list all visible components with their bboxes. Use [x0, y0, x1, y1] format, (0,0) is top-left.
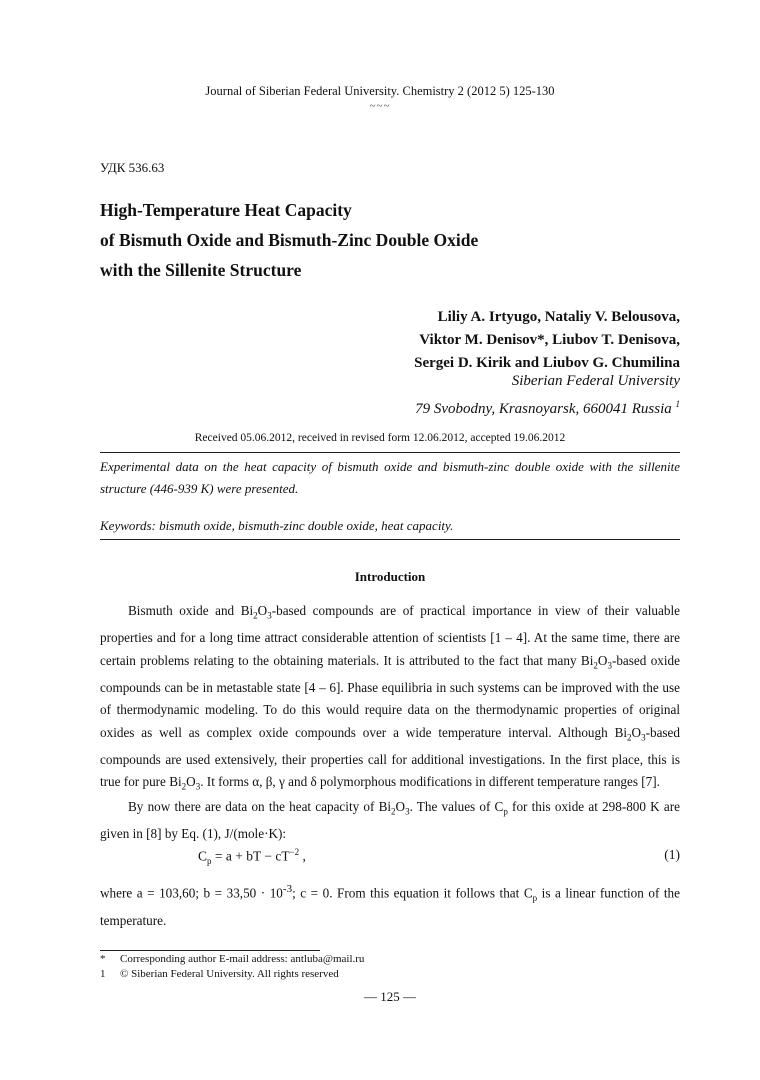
footnote-1-mark: *	[100, 953, 106, 965]
title-line: of Bismuth Oxide and Bismuth-Zinc Double Oxide	[100, 230, 479, 250]
keywords: Keywords: bismuth oxide, bismuth-zinc double oxide, heat capacity.	[100, 518, 454, 533]
received-dates: Received 05.06.2012, received in revised form 12.06.2012, accepted 19.06.2012	[194, 432, 566, 444]
header-separator: ~~~	[369, 100, 391, 112]
author-line: Liliy A. Irtyugo, Nataliy V. Belousova,	[437, 309, 680, 325]
page-number: — 125 —	[364, 989, 416, 1004]
footnote-1	[100, 952, 364, 967]
author-line: Viktor M. Denisov*, Liubov T. Denisova,	[419, 332, 680, 348]
paragraph-2-text: By now there are data on the heat capacity of $Bi_2O_3$. The values of $C_p$ for this oxide at 298-800 K are given in [8] by Eq. (1), J/(mole·K):	[100, 799, 680, 842]
footnote-2-mark: 1	[100, 968, 106, 980]
affiliation-address-text: 79 Svobodny, Krasnoyarsk, 660041 Russia	[415, 401, 672, 417]
author-list	[414, 306, 680, 375]
affiliation	[415, 370, 680, 421]
title-line: High-Temperature Heat Capacity	[100, 200, 352, 220]
paper-title	[100, 195, 660, 285]
abstract-bottom-rule	[100, 539, 680, 540]
journal-header: Journal of Siberian Federal University. Chemistry 2 (2012 5) 125-130	[205, 84, 555, 98]
footnote-rule	[100, 950, 320, 951]
author-line: Sergei D. Kirik and Liubov G. Chumilina	[414, 355, 680, 371]
affiliation-name: Siberian Federal University	[511, 373, 680, 389]
abstract: Experimental data on the heat capacity of bismuth oxide and bismuth-zinc double oxide with the sillenite structure (446-939 K) were presented.	[100, 459, 680, 496]
equation: $C_p = a$ + bT − $cT^{-2}$ ,	[198, 847, 306, 867]
footnote-2	[100, 967, 339, 982]
affiliation-address	[415, 393, 680, 421]
footnote-1-text: Corresponding author E-mail address: antluba@mail.ru	[120, 953, 365, 965]
paragraph-2	[100, 796, 680, 846]
paragraph-1-text: Bismuth oxide and $Bi_2O_3$-based compounds are of practical importance in view of their valuable properties and for a long time attract considerable attention of scientists [1 – 4]. At the same time, there are certain problems relating to the obtaining materials. It is attributed to the fact that many $Bi_2O_3$-based oxide compounds can be in metastable state [4 – 6]. Phase equilibria in such systems can be improved with the use of thermodynamic modeling. To do this would require data on the thermodynamic properties of original oxides as well as complex oxide compounds over a wide temperature interval. Although $Bi_2O_3$-based compounds are used extensively, their properties call for additional investigations. In the first place, this is true for pure $Bi_2O_3$. It forms α, β, γ and δ polymorphous modifications in different temperature ranges [7].	[100, 603, 681, 793]
paragraph-1	[100, 600, 680, 799]
title-line: with the Sillenite Structure	[100, 260, 302, 280]
equation-number: (1)	[664, 847, 680, 862]
footnote-2-text: © Siberian Federal University. All rights reserved	[120, 968, 339, 980]
paragraph-3: where a = 103,60; $b = 33,50 \cdot 10^{-3}$; c = 0. From this equation it follows that $C_p$ is a linear function of the temperature.	[100, 883, 681, 928]
abstract-top-rule	[100, 452, 680, 453]
section-heading: Introduction	[354, 569, 426, 584]
udk-code: УДК 536.63	[100, 160, 165, 175]
affiliation-footnote-marker: 1	[675, 399, 680, 409]
